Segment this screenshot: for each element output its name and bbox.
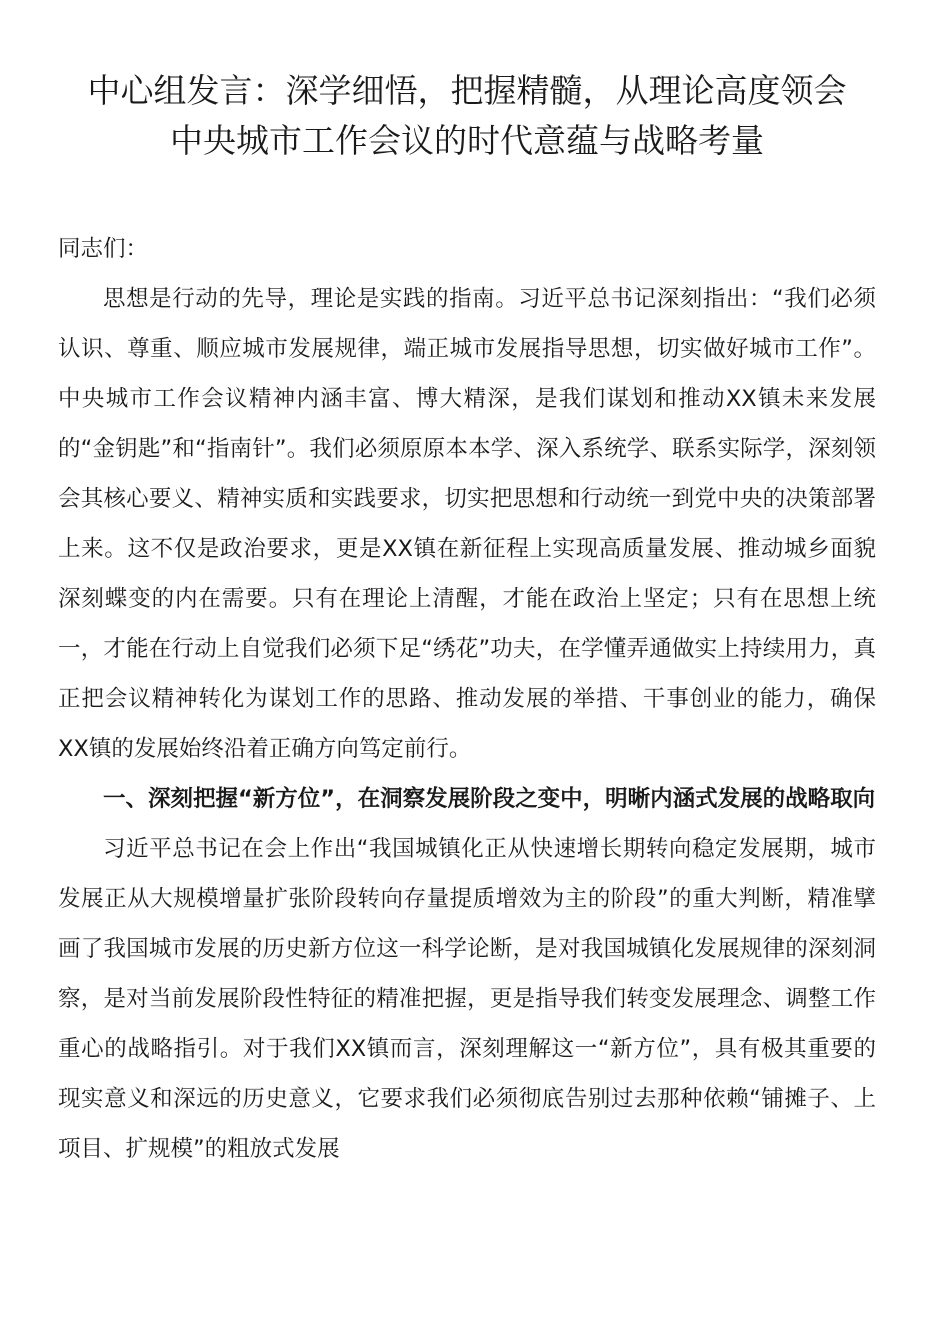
document-title [58, 66, 876, 166]
title-line-2: 中央城市工作会议的时代意蕴与战略考量 [170, 121, 764, 160]
paragraph-section-1: 习近平总书记在会上作出“我国城镇化正从快速增长期转向稳定发展期，城市发展正从大规模增量扩张阶段转向存量提质增效为主的阶段”的重大判断，精准擘画了我国城市发展的历史新方位这一科学论断，是对我国城镇化发展规律的深刻洞察，是对当前发展阶段性特征的精准把握，更是指导我们转变发展理念、调整工作重心的战略指引。对于我们XX镇而言，深刻理解这一“新方位”，具有极其重要的现实意义和深远的历史意义，它要求我们必须彻底告别过去那种依赖“铺摊子、上项目、扩规模”的粗放式发展 [58, 836, 876, 1162]
document-page [58, 66, 876, 1174]
title-line-1: 中心组发言：深学细悟，把握精髓，从理论高度领会 [87, 71, 847, 110]
salutation: 同志们： [58, 236, 149, 262]
paragraph-intro: 思想是行动的先导，理论是实践的指南。习近平总书记深刻指出：“我们必须认识、尊重、顺应城市发展规律，端正城市发展指导思想，切实做好城市工作”。中央城市工作会议精神内涵丰富、博大精深，是我们谋划和推动XX镇未来发展的“金钥匙”和“指南针”。我们必须原原本本学、深入系统学、联系实际学，深刻领会其核心要义、精神实质和实践要求，切实把思想和行动统一到党中央的决策部署上来。这不仅是政治要求，更是XX镇在新征程上实现高质量发展、推动城乡面貌深刻蝶变的内在需要。只有在理论上清醒，才能在政治上坚定；只有在思想上统一，才能在行动上自觉我们必须下足“绣花”功夫，在学懂弄通做实上持续用力，真正把会议精神转化为谋划工作的思路、推动发展的举措、干事创业的能力，确保XX镇的发展始终沿着正确方向笃定前行。 [58, 286, 876, 762]
document-body [58, 224, 876, 1174]
section-heading-1: 一、深刻把握“新方位”，在洞察发展阶段之变中，明晰内涵式发展的战略取向 [103, 786, 876, 812]
